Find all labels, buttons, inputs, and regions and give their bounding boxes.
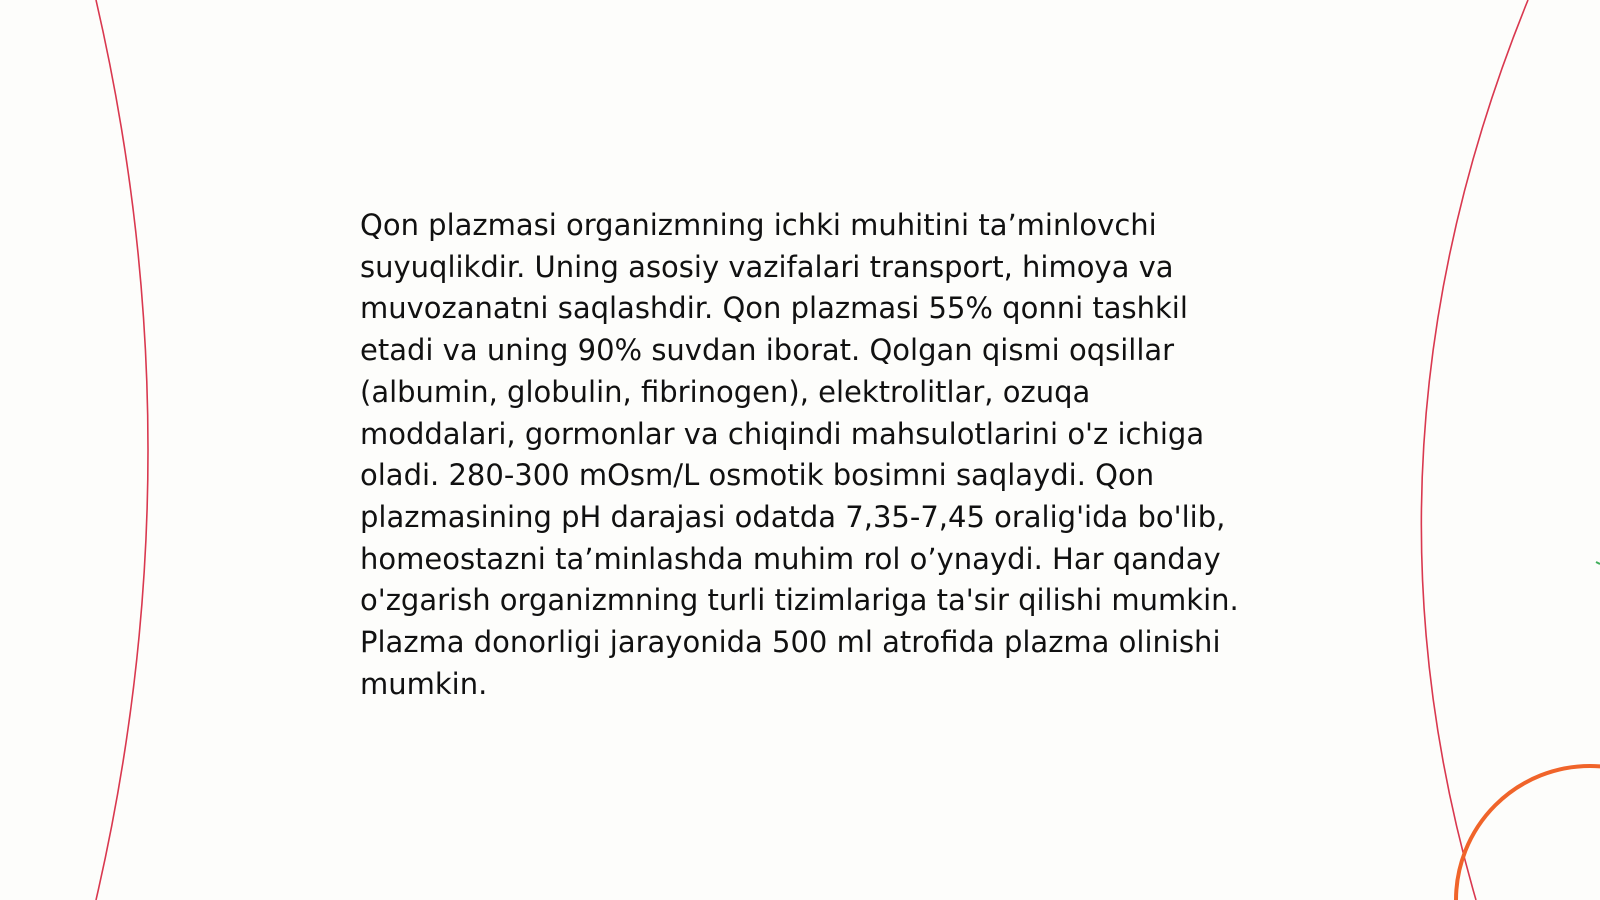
slide-body-text: Qon plazmasi organizmning ichki muhitini ta’minlovchi suyuqlikdir. Uning asosiy vazifalari transport, himoya va muvozanatni saqlashdir. Qon plazmasi 55% qonni tashkil etadi va uning 90% suvdan iborat. Qolgan qismi oqsillar (albumin, globulin, fibrinogen), elektrolitlar, ozuqa moddalari, gormonlar va chiqindi mahsulotlarini o'z ichiga oladi. 280-300 mOsm/L osmotik bosimni saqlaydi. Qon plazmasining pH darajasi odatda 7,35-7,45 oralig'ida bo'lib, homeostazni ta’minlashda muhim rol o’ynaydi. Har qanday o'zgarish organizmning turli tizimlariga ta'sir qilishi mumkin. Plazma donorligi jarayonida 500 ml atrofida plazma olinishi mumkin. (360, 208, 1239, 701)
right-arc-line (1421, 0, 1528, 900)
orange-circle-accent (1456, 766, 1600, 900)
green-tick-accent (1596, 562, 1600, 564)
left-arc-line (96, 0, 148, 900)
